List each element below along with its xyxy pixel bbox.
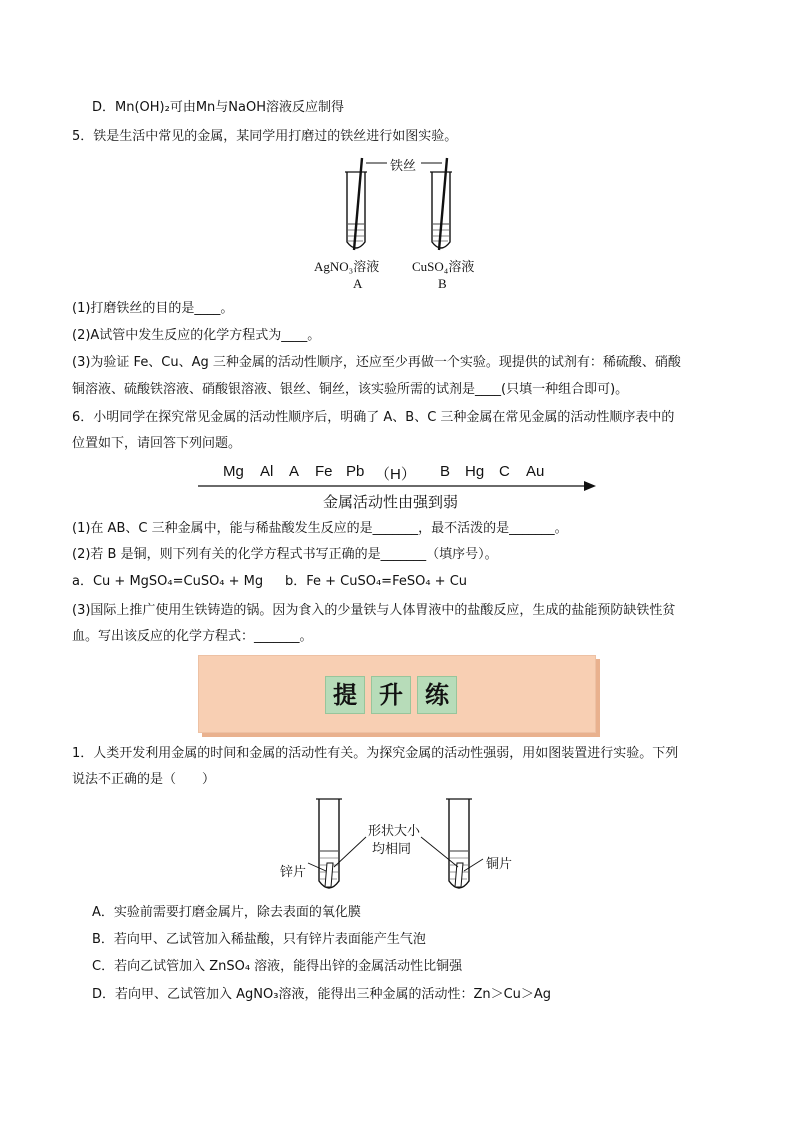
section-banner [198,655,596,733]
p1-option-a: A．实验前需要打磨金属片，除去表面的氧化膜 [92,905,361,920]
banner-char: 升 [371,676,411,714]
q6-sub2: (2)若 B 是铜，则下列有关的化学方程式书写正确的是_______（填序号）。 [72,547,498,562]
series-item: C [499,463,510,480]
p1-option-d: D．若向甲、乙试管加入 AgNO₃溶液，能得出三种金属的活动性：Zn＞Cu＞Ag [92,987,552,1002]
series-item: Fe [315,463,333,480]
q5-sub2: (2)A试管中发生反应的化学方程式为____。 [72,328,321,343]
same-size-note-line2: 均相同 [372,842,412,857]
test-tube-b [430,158,452,250]
series-item: B [440,463,451,480]
test-tube-a [345,158,367,250]
series-item: （H） [375,466,416,483]
same-size-note-line1: 形状大小 [368,824,421,839]
q6-stem-line1: 6．小明同学在探究常见金属的活动性顺序后，明确了 A、B、C 三种金属在常见金属的活动性顺序表中的 [72,410,675,425]
q6-stem-line2: 位置如下，请回答下列问题。 [72,436,242,451]
copper-strip-label: 铜片 [486,857,513,872]
series-item: Mg [223,463,244,480]
banner-char: 提 [325,676,365,714]
prev-option-d: D．Mn(OH)₂可由Mn与NaOH溶液反应制得 [92,100,344,115]
activity-caption: 金属活动性由强到弱 [323,493,459,511]
q6-option-a: a．Cu + MgSO₄=CuSO₄ + Mg [72,574,264,589]
tube-a-letter: A [353,276,363,291]
banner-char: 练 [417,676,457,714]
tube-b-letter: B [438,276,447,291]
iron-wire-label: 铁丝 [390,158,417,173]
series-item: Pb [346,463,365,480]
tube-b-solution-label: CuSO₄溶液 [412,259,475,274]
p1-option-c: C．若向乙试管加入 ZnSO₄ 溶液，能得出锌的金属活动性比铜强 [92,959,463,974]
test-tube-left [316,799,342,888]
series-item: A [289,463,300,480]
q5-sub3-line1: (3)为验证 Fe、Cu、Ag 三种金属的活动性顺序，还应至少再做一个实验。现提供的试剂有：稀硫酸、硝酸 [72,355,681,370]
q5-sub3-line2: 铜溶液、硫酸铁溶液、硝酸银溶液、银丝、铜丝，该实验所需的试剂是____(只填一种组合即可)。 [72,382,629,397]
q5-stem: 5．铁是生活中常见的金属，某同学用打磨过的铁丝进行如图实验。 [72,129,458,144]
series-item: Al [260,463,274,480]
series-item: Au [526,463,545,480]
p1-stem-line1: 1．人类开发利用金属的时间和金属的活动性有关。为探究金属的活动性强弱，用如图装置进行实验。下列 [72,746,679,761]
q6-sub3-line1: (3)国际上推广使用生铁铸造的锅。因为食入的少量铁与人体胃液中的盐酸反应，生成的盐能预防缺铁性贫 [72,603,676,618]
q6-sub1: (1)在 AB、C 三种金属中，能与稀盐酸发生反应的是_______，最不活泼的是_______。 [72,521,568,536]
q5-sub1: (1)打磨铁丝的目的是____。 [72,301,234,316]
q6-option-b: b．Fe + CuSO₄=FeSO₄ + Cu [285,574,468,589]
q6-sub3-line2: 血。写出该反应的化学方程式：_______。 [72,629,313,644]
test-tube-right [446,799,472,888]
series-item: Hg [465,463,485,480]
p1-stem-line2: 说法不正确的是（ ） [72,772,216,787]
tube-a-solution-label: AgNO₃溶液 [314,259,380,274]
zinc-strip-label: 锌片 [280,865,307,880]
p1-option-b: B．若向甲、乙试管加入稀盐酸，只有锌片表面能产生气泡 [92,932,426,947]
